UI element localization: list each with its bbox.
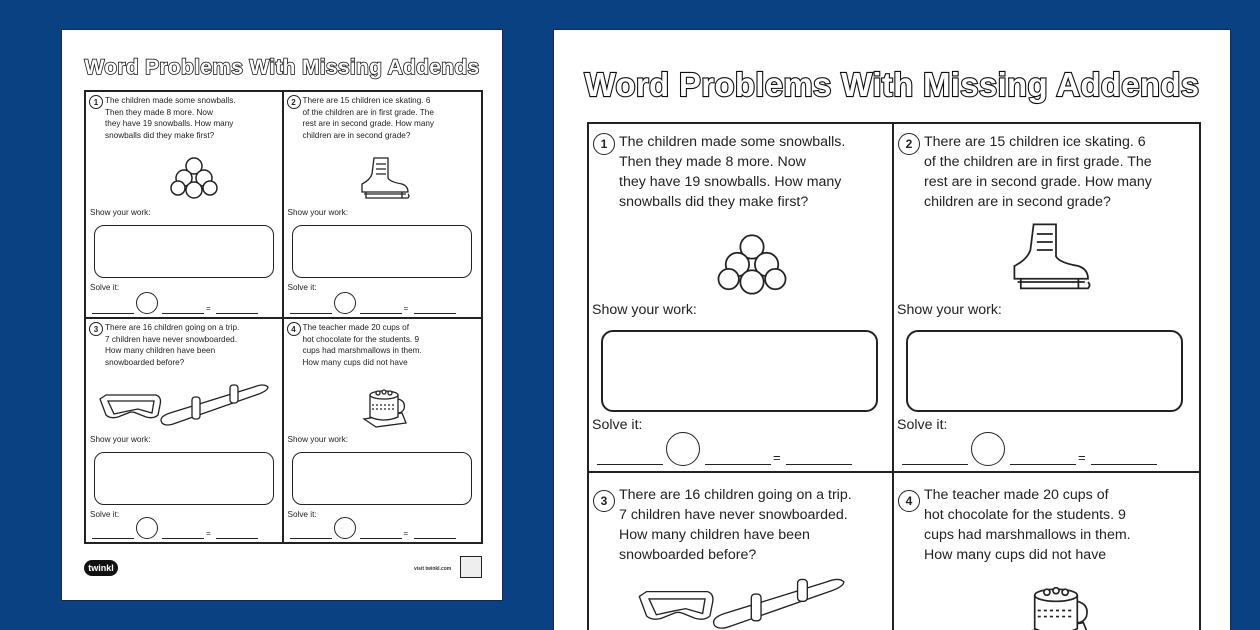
problem-grid: [587, 122, 1201, 630]
equals-sign: =: [773, 450, 781, 465]
snowballs-illustration: [170, 154, 218, 200]
answer-blank: [414, 538, 456, 539]
worksheet-title: Word Problems With Missing Addends: [84, 56, 480, 79]
problem-text: There are 16 children going on a trip. 7 children have never snowboarded. How many children have been snowboarded before?: [619, 487, 852, 563]
problem-text: There are 15 children ice skating. 6 of the children are in first grade. The rest are in second grade. How many children are in second grade?: [302, 96, 435, 140]
work-box: [292, 225, 472, 278]
show-work-label: Show your work:: [287, 435, 349, 444]
worksheet-title: Word Problems With Missing Addends: [584, 66, 1200, 103]
problem-number: 4: [898, 490, 920, 512]
goggles-snowboard-illustration: [609, 577, 879, 630]
show-work-label: Show your work:: [897, 302, 1002, 318]
problem-cell-3: [589, 473, 894, 630]
problem-number: 3: [89, 322, 103, 336]
answer-blank: [1010, 464, 1076, 465]
problem-cell-1: [589, 124, 894, 473]
equals-sign: =: [403, 304, 409, 313]
problem-text: The teacher made 20 cups of hot chocolate for the students. 9 cups had marshmallows in them. How many cups did not have: [924, 487, 1131, 563]
answer-blank: [597, 464, 663, 465]
solve-label: Solve it:: [287, 283, 317, 292]
problem-number: 2: [898, 133, 920, 155]
answer-blank: [290, 313, 332, 314]
worksheet-thumbnail: [61, 29, 503, 601]
work-box: [906, 330, 1183, 412]
answer-blank: [92, 538, 134, 539]
answer-blank: [786, 464, 852, 465]
problem-grid: [84, 90, 483, 544]
solve-label: Solve it:: [90, 283, 120, 292]
answer-blank: [705, 464, 771, 465]
operator-circle: [136, 517, 158, 539]
problem-text: There are 15 children ice skating. 6 of the children are in first grade. The rest are in second grade. How many children are in second grade?: [924, 134, 1152, 210]
equals-sign: =: [206, 304, 211, 313]
snowballs-illustration: [717, 228, 787, 298]
work-box: [94, 225, 274, 278]
solve-label: Solve it:: [592, 417, 643, 433]
answer-blank: [414, 313, 456, 314]
answer-blank: [360, 313, 402, 314]
problem-cell-2: [284, 92, 482, 319]
problem-text: The children made some snowballs. Then they made 8 more. Now they have 19 snowballs. How many snowballs did they make first?: [105, 96, 236, 140]
show-work-label: Show your work:: [90, 435, 151, 444]
solve-label: Solve it:: [90, 510, 120, 519]
equals-sign: =: [1078, 450, 1086, 465]
show-work-label: Show your work:: [592, 302, 697, 318]
problem-text: The children made some snowballs. Then they made 8 more. Now they have 19 snowballs. How many snowballs did they make first?: [619, 134, 846, 210]
operator-circle: [334, 517, 356, 539]
answer-blank: [360, 538, 402, 539]
answer-blank: [290, 538, 332, 539]
equals-sign: =: [403, 529, 409, 538]
problem-number: 4: [287, 322, 301, 336]
problem-number: 1: [89, 95, 103, 109]
solve-label: Solve it:: [287, 510, 317, 519]
show-work-label: Show your work:: [90, 208, 151, 217]
operator-circle: [334, 292, 356, 314]
answer-blank: [216, 313, 258, 314]
problem-cell-4: [284, 319, 482, 544]
footer-url: visit twinkl.com: [414, 566, 452, 572]
equals-sign: =: [206, 529, 211, 538]
problem-text: The teacher made 20 cups of hot chocolate for the students. 9 cups had marshmallows in them. How many cups did not have: [302, 323, 422, 367]
work-box: [94, 452, 274, 505]
operator-circle: [136, 292, 158, 314]
problem-text: There are 16 children going on a trip. 7 children have never snowboarded. How many children have been snowboarded before?: [105, 323, 240, 367]
ice-skate-illustration: [352, 154, 414, 204]
problem-number: 2: [287, 95, 301, 109]
answer-blank: [92, 313, 134, 314]
hot-chocolate-illustration: [1016, 577, 1096, 630]
goggles-snowboard-illustration: [96, 383, 276, 429]
problem-cell-4: [894, 473, 1199, 630]
solve-label: Solve it:: [897, 417, 948, 433]
answer-blank: [162, 313, 204, 314]
problem-number: 1: [593, 133, 615, 155]
footer-badge: [460, 556, 482, 578]
answer-blank: [902, 464, 968, 465]
work-box: [292, 452, 472, 505]
twinkl-logo: twinkl: [84, 560, 118, 576]
ice-skate-illustration: [998, 218, 1098, 298]
answer-blank: [216, 538, 258, 539]
problem-number: 3: [593, 490, 615, 512]
operator-circle: [971, 432, 1005, 466]
answer-blank: [162, 538, 204, 539]
hot-chocolate-illustration: [360, 383, 408, 429]
operator-circle: [666, 432, 700, 466]
problem-cell-2: [894, 124, 1199, 473]
problem-cell-1: [86, 92, 284, 319]
answer-blank: [1091, 464, 1157, 465]
problem-cell-3: [86, 319, 284, 544]
show-work-label: Show your work:: [287, 208, 349, 217]
work-box: [601, 330, 878, 412]
worksheet-zoomed: [553, 29, 1231, 630]
